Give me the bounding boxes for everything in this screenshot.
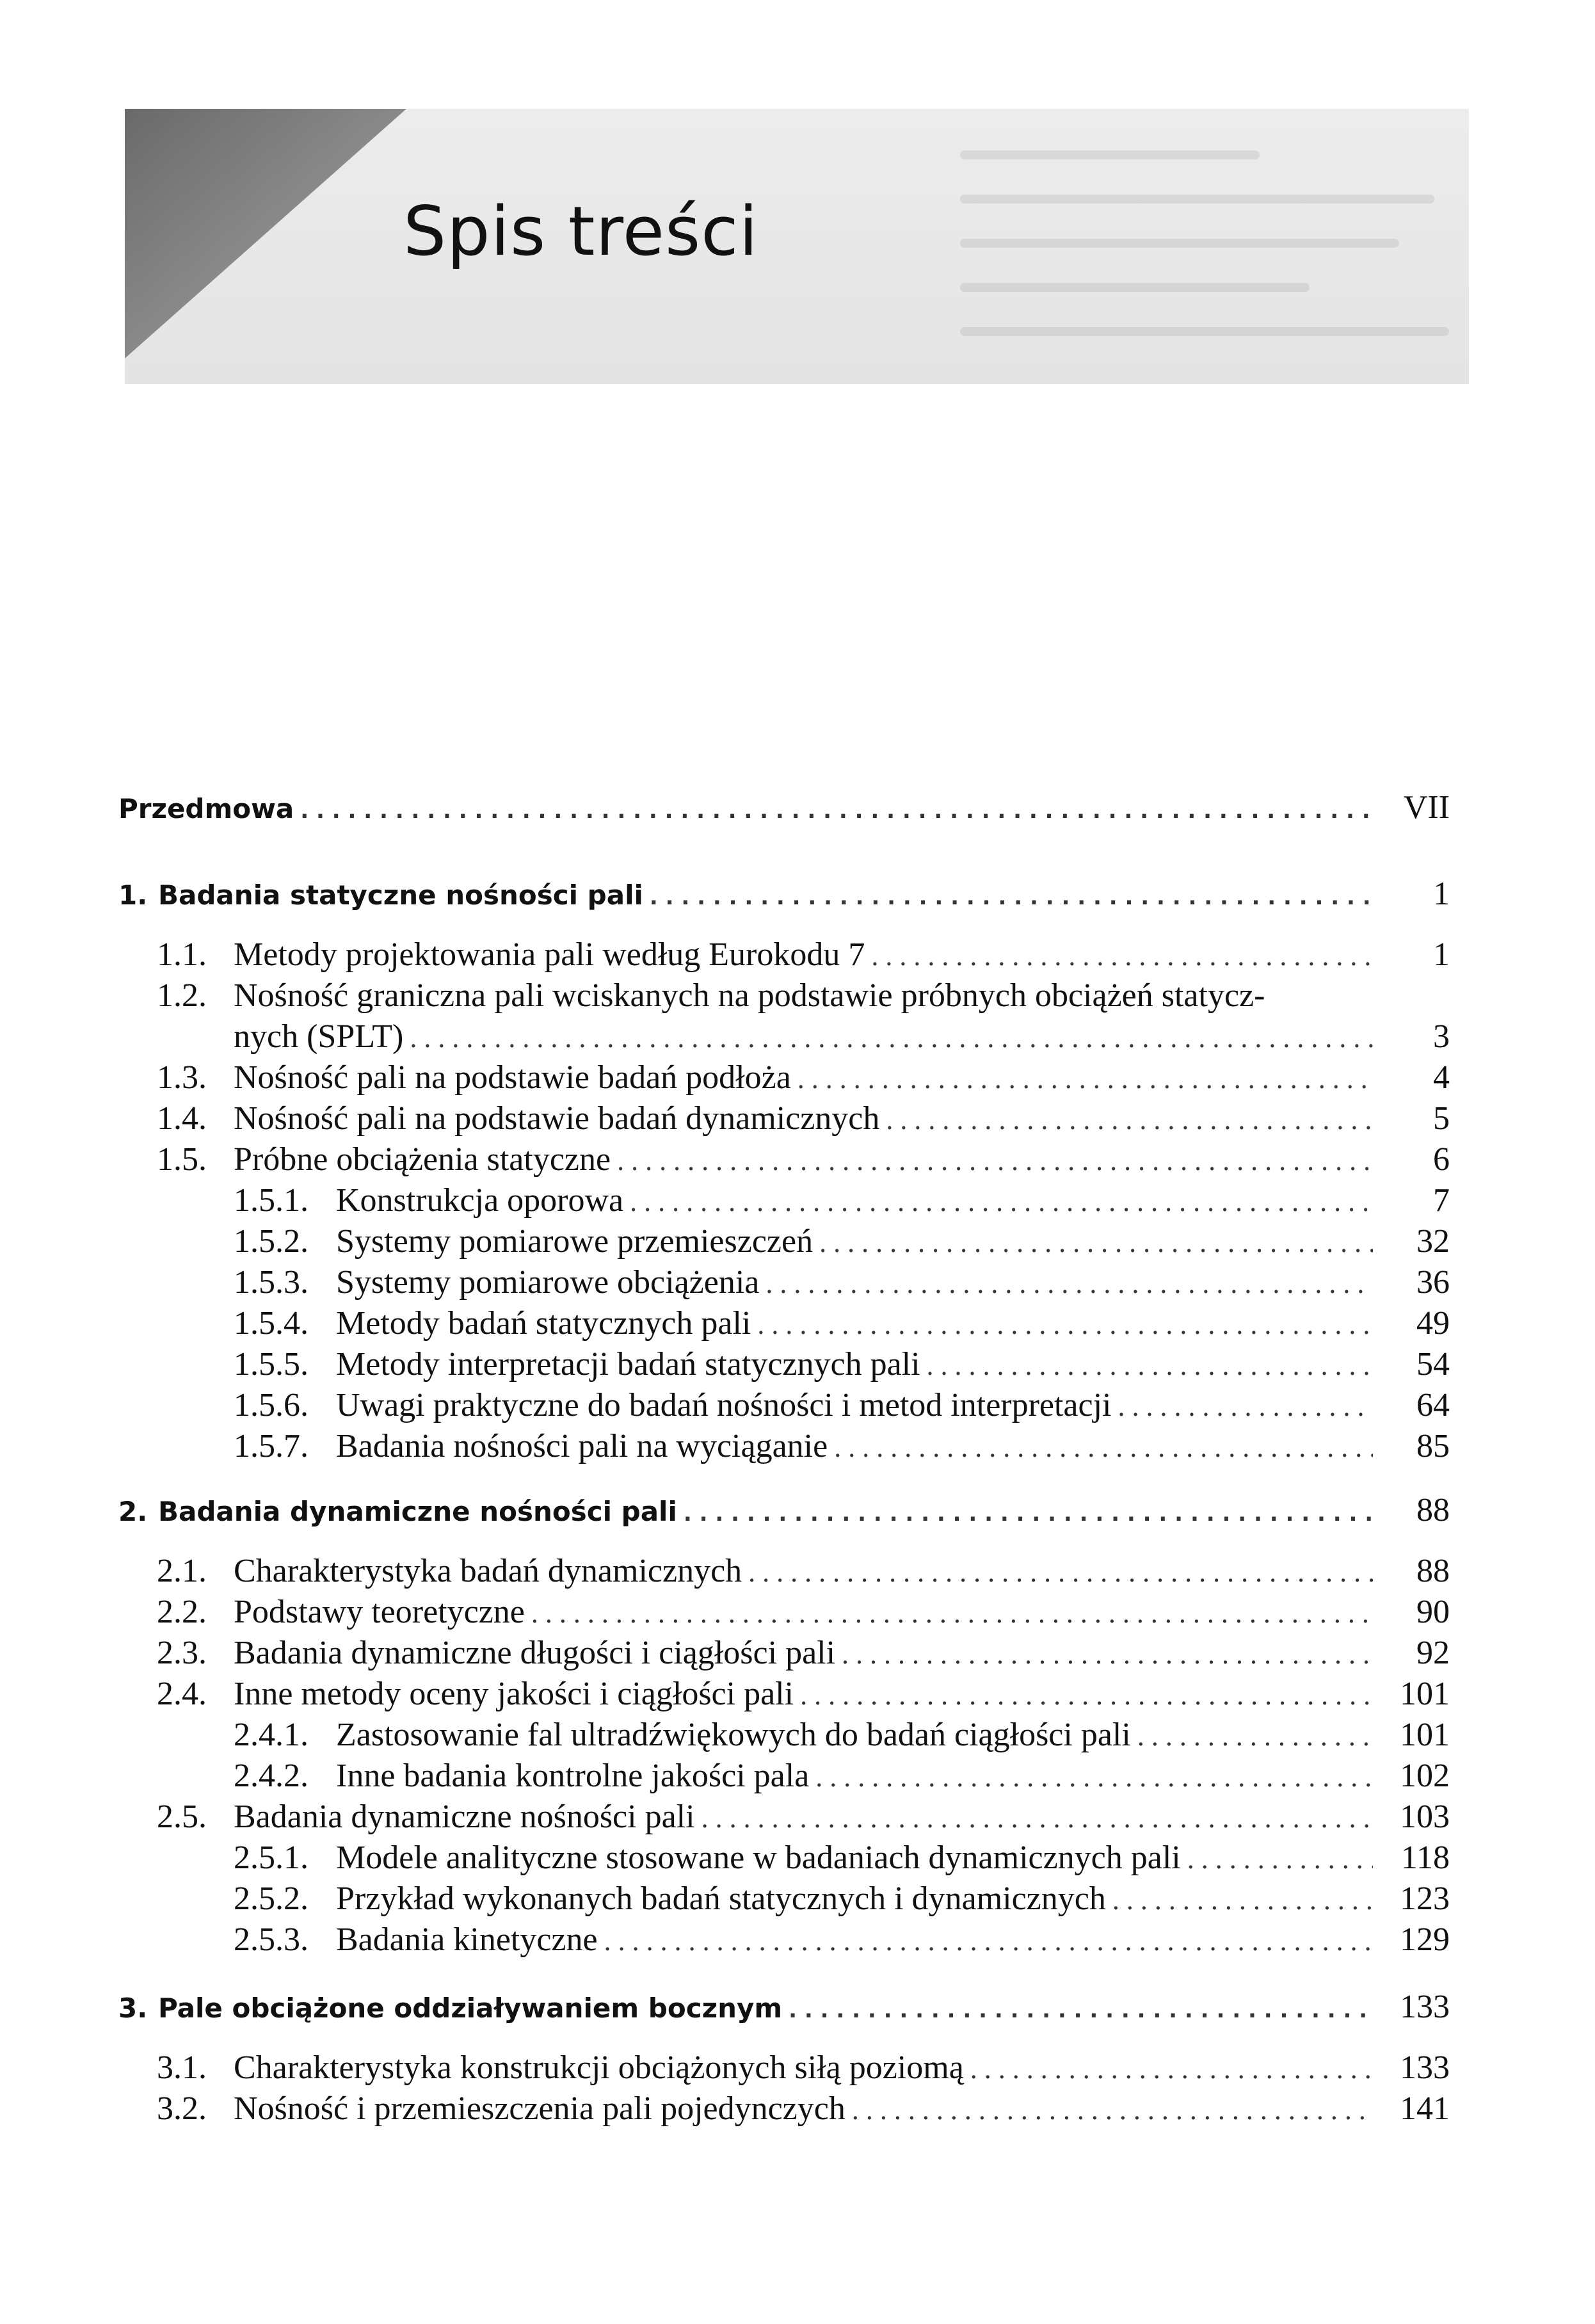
toc-entry-number: 2.5.1. — [234, 1839, 309, 1876]
leader-dots — [789, 1998, 1373, 2023]
toc-entry-number: 1.3. — [157, 1059, 207, 1096]
leader-dots — [765, 1267, 1373, 1300]
leader-dots — [748, 1556, 1373, 1589]
leader-dots — [1187, 1843, 1373, 1875]
toc-chapter-3[interactable] — [118, 1988, 1450, 2033]
toc-entry-2-2[interactable] — [157, 1593, 1450, 1638]
toc-entry-1-5-5[interactable] — [234, 1345, 1450, 1390]
toc-entry-page: 36 — [1416, 1264, 1450, 1301]
leader-dots — [834, 1431, 1373, 1464]
toc-entry-number: 2.5.3. — [234, 1921, 309, 1958]
corner-triangle-graphic — [125, 109, 406, 358]
toc-entry-title: Nośność pali na podstawie badań podłoża — [234, 1059, 791, 1096]
toc-entry-page: 49 — [1416, 1305, 1450, 1342]
toc-entry-title: Systemy pomiarowe obciążenia — [336, 1264, 760, 1301]
toc-entry-number: 1.5.1. — [234, 1182, 309, 1219]
toc-entry-title: Charakterystyka konstrukcji obciążonych siłą poziomą — [234, 2049, 964, 2086]
toc-entry-number: 1.5.4. — [234, 1305, 309, 1342]
toc-entry-1-2-continuation[interactable] — [234, 1018, 1450, 1062]
leader-dots — [300, 798, 1373, 824]
toc-entry-title: Metody interpretacji badań statycznych pali — [336, 1346, 920, 1382]
leader-dots — [630, 1185, 1373, 1218]
page-title: Spis treści — [403, 192, 758, 271]
toc-entry-number: 2. — [118, 1496, 148, 1527]
toc-entry-page: 102 — [1400, 1758, 1450, 1794]
leader-dots — [531, 1597, 1373, 1630]
toc-entry-2-5[interactable] — [157, 1798, 1450, 1843]
toc-entry-page: 1 — [1433, 936, 1450, 973]
toc-entry-number: 3.2. — [157, 2090, 207, 2127]
toc-entry-title: Zastosowanie fal ultradźwiękowych do badań ciągłości pali — [336, 1717, 1131, 1753]
toc-entry-title: Pale obciążone oddziaływaniem bocznym — [158, 1992, 783, 2024]
toc-entry-page: VII — [1403, 789, 1450, 826]
toc-entry-page: 133 — [1400, 1989, 1450, 2025]
leader-dots — [617, 1144, 1373, 1177]
toc-entry-number: 2.4. — [157, 1676, 207, 1712]
toc-entry-page: 101 — [1400, 1676, 1450, 1712]
toc-entry-2-5-3[interactable] — [234, 1921, 1450, 1966]
toc-entry-1-5-4[interactable] — [234, 1304, 1450, 1349]
toc-entry-page: 54 — [1416, 1346, 1450, 1382]
toc-entry-number: 3.1. — [157, 2049, 207, 2086]
toc-entry-page: 133 — [1400, 2049, 1450, 2086]
toc-entry-2-4-1[interactable] — [234, 1716, 1450, 1761]
toc-entry-title: Próbne obciążenia statyczne — [234, 1141, 611, 1178]
toc-entry-2-4[interactable] — [157, 1675, 1450, 1720]
toc-entry-number: 2.1. — [157, 1553, 207, 1589]
leader-dots — [927, 1349, 1373, 1382]
toc-entry-title: Nośność graniczna pali wciskanych na podstawie próbnych obciążeń statycz- — [234, 977, 1265, 1014]
toc-entry-2-5-1[interactable] — [234, 1839, 1450, 1884]
toc-entry-page: 64 — [1416, 1387, 1450, 1423]
leader-dots — [1118, 1390, 1374, 1423]
toc-entry-page: 141 — [1400, 2090, 1450, 2127]
toc-entry-page: 103 — [1400, 1799, 1450, 1835]
toc-entry-title: Badania dynamiczne nośności pali — [234, 1799, 695, 1835]
toc-entry-page: 85 — [1416, 1428, 1450, 1464]
toc-entry-1-2[interactable] — [157, 977, 1450, 1022]
toc-entry-title: Przedmowa — [118, 793, 294, 824]
toc-entry-1-1[interactable] — [157, 936, 1450, 981]
toc-entry-2-3[interactable] — [157, 1634, 1450, 1679]
toc-entry-1-5-7[interactable] — [234, 1427, 1450, 1472]
toc-entry-1-5-2[interactable] — [234, 1222, 1450, 1267]
toc-entry-3-2[interactable] — [157, 2090, 1450, 2135]
toc-entry-number: 2.4.2. — [234, 1758, 309, 1794]
leader-dots — [886, 1103, 1373, 1136]
toc-entry-number: 2.2. — [157, 1594, 207, 1630]
toc-entry-title: Badania dynamiczne nośności pali — [158, 1496, 677, 1527]
toc-entry-page: 118 — [1400, 1839, 1450, 1876]
leader-dots — [410, 1022, 1373, 1054]
leader-dots — [604, 1925, 1373, 1957]
toc-entry-title: Inne badania kontrolne jakości pala — [336, 1758, 810, 1794]
toc-entry-preface[interactable] — [118, 789, 1450, 833]
toc-entry-page: 32 — [1416, 1223, 1450, 1260]
toc-entry-page: 4 — [1433, 1059, 1450, 1096]
toc-entry-1-5-1[interactable] — [234, 1182, 1450, 1226]
toc-entry-page: 88 — [1416, 1492, 1450, 1528]
leader-dots — [852, 2094, 1373, 2126]
toc-entry-page: 123 — [1400, 1880, 1450, 1917]
toc-chapter-2[interactable] — [118, 1491, 1450, 1536]
toc-entry-number: 1.2. — [157, 977, 207, 1014]
toc-entry-number: 1.5.6. — [234, 1387, 309, 1423]
toc-entry-number: 1.1. — [157, 936, 207, 973]
leader-dots — [757, 1308, 1373, 1341]
toc-entry-number: 3. — [118, 1992, 148, 2024]
leader-dots — [1137, 1720, 1373, 1752]
leader-dots — [815, 1761, 1373, 1793]
leader-dots — [800, 1679, 1373, 1711]
toc-entry-title: Systemy pomiarowe przemieszczeń — [336, 1223, 814, 1260]
leader-dots — [650, 885, 1373, 910]
leader-dots — [1112, 1884, 1373, 1916]
leader-dots — [842, 1638, 1373, 1671]
toc-entry-title: Inne metody oceny jakości i ciągłości pali — [234, 1676, 794, 1712]
toc-entry-title-continuation: nych (SPLT) — [234, 1018, 404, 1055]
leader-dots — [798, 1062, 1373, 1095]
toc-entry-1-4[interactable] — [157, 1100, 1450, 1144]
toc-entry-number: 1.5.3. — [234, 1264, 309, 1301]
toc-entry-page: 5 — [1433, 1100, 1450, 1137]
toc-entry-page: 88 — [1416, 1553, 1450, 1589]
toc-entry-1-5-3[interactable] — [234, 1263, 1450, 1308]
toc-entry-title: Konstrukcja oporowa — [336, 1182, 624, 1219]
toc-entry-number: 1. — [118, 879, 148, 911]
toc-entry-page: 129 — [1400, 1921, 1450, 1958]
toc-entry-page: 3 — [1433, 1018, 1450, 1055]
toc-entry-number: 1.5.2. — [234, 1223, 309, 1260]
toc-entry-page: 101 — [1400, 1717, 1450, 1753]
toc-entry-1-5-6[interactable] — [234, 1386, 1450, 1431]
toc-entry-number: 2.3. — [157, 1635, 207, 1671]
toc-entry-title: Badania dynamiczne długości i ciągłości pali — [234, 1635, 836, 1671]
toc-entry-title: Badania statyczne nośności pali — [158, 879, 643, 911]
toc-entry-number: 1.5.7. — [234, 1428, 309, 1464]
toc-entry-page: 92 — [1416, 1635, 1450, 1671]
toc-entry-number: 2.5.2. — [234, 1880, 309, 1917]
toc-entry-3-1[interactable] — [157, 2049, 1450, 2094]
toc-entry-page: 7 — [1433, 1182, 1450, 1219]
toc-entry-title: Badania nośności pali na wyciąganie — [336, 1428, 828, 1464]
toc-entry-page: 1 — [1433, 876, 1450, 912]
toc-entry-number: 2.4.1. — [234, 1717, 309, 1753]
toc-entry-number: 1.5.5. — [234, 1346, 309, 1382]
toc-entry-title: Uwagi praktyczne do badań nośności i metod interpretacji — [336, 1387, 1112, 1423]
toc-entry-1-3[interactable] — [157, 1059, 1450, 1103]
toc-entry-title: Metody projektowania pali według Eurokodu 7 — [234, 936, 865, 973]
toc-entry-number: 2.5. — [157, 1799, 207, 1835]
toc-entry-page: 6 — [1433, 1141, 1450, 1178]
leader-dots — [819, 1226, 1373, 1259]
leader-dots — [684, 1501, 1373, 1527]
toc-entry-title: Badania kinetyczne — [336, 1921, 598, 1958]
toc-chapter-1[interactable] — [118, 875, 1450, 920]
toc-entry-1-5[interactable] — [157, 1141, 1450, 1185]
toc-entry-2-5-2[interactable] — [234, 1880, 1450, 1925]
leader-dots — [871, 940, 1373, 972]
leader-dots — [701, 1802, 1373, 1834]
toc-entry-title: Charakterystyka badań dynamicznych — [234, 1553, 742, 1589]
toc-entry-2-4-2[interactable] — [234, 1757, 1450, 1802]
toc-entry-number: 1.5. — [157, 1141, 207, 1178]
toc-entry-title: Modele analityczne stosowane w badaniach dynamicznych pali — [336, 1839, 1181, 1876]
leader-dots — [970, 2053, 1373, 2085]
toc-entry-2-1[interactable] — [157, 1552, 1450, 1597]
show-through-text — [960, 115, 1459, 358]
toc-entry-title: Podstawy teoretyczne — [234, 1594, 525, 1630]
toc-entry-number: 1.4. — [157, 1100, 207, 1137]
toc-entry-page: 90 — [1416, 1594, 1450, 1630]
toc-entry-title: Przykład wykonanych badań statycznych i dynamicznych — [336, 1880, 1106, 1917]
toc-entry-title: Metody badań statycznych pali — [336, 1305, 751, 1342]
toc-entry-title: Nośność pali na podstawie badań dynamicznych — [234, 1100, 880, 1137]
toc-entry-title: Nośność i przemieszczenia pali pojedynczych — [234, 2090, 846, 2127]
